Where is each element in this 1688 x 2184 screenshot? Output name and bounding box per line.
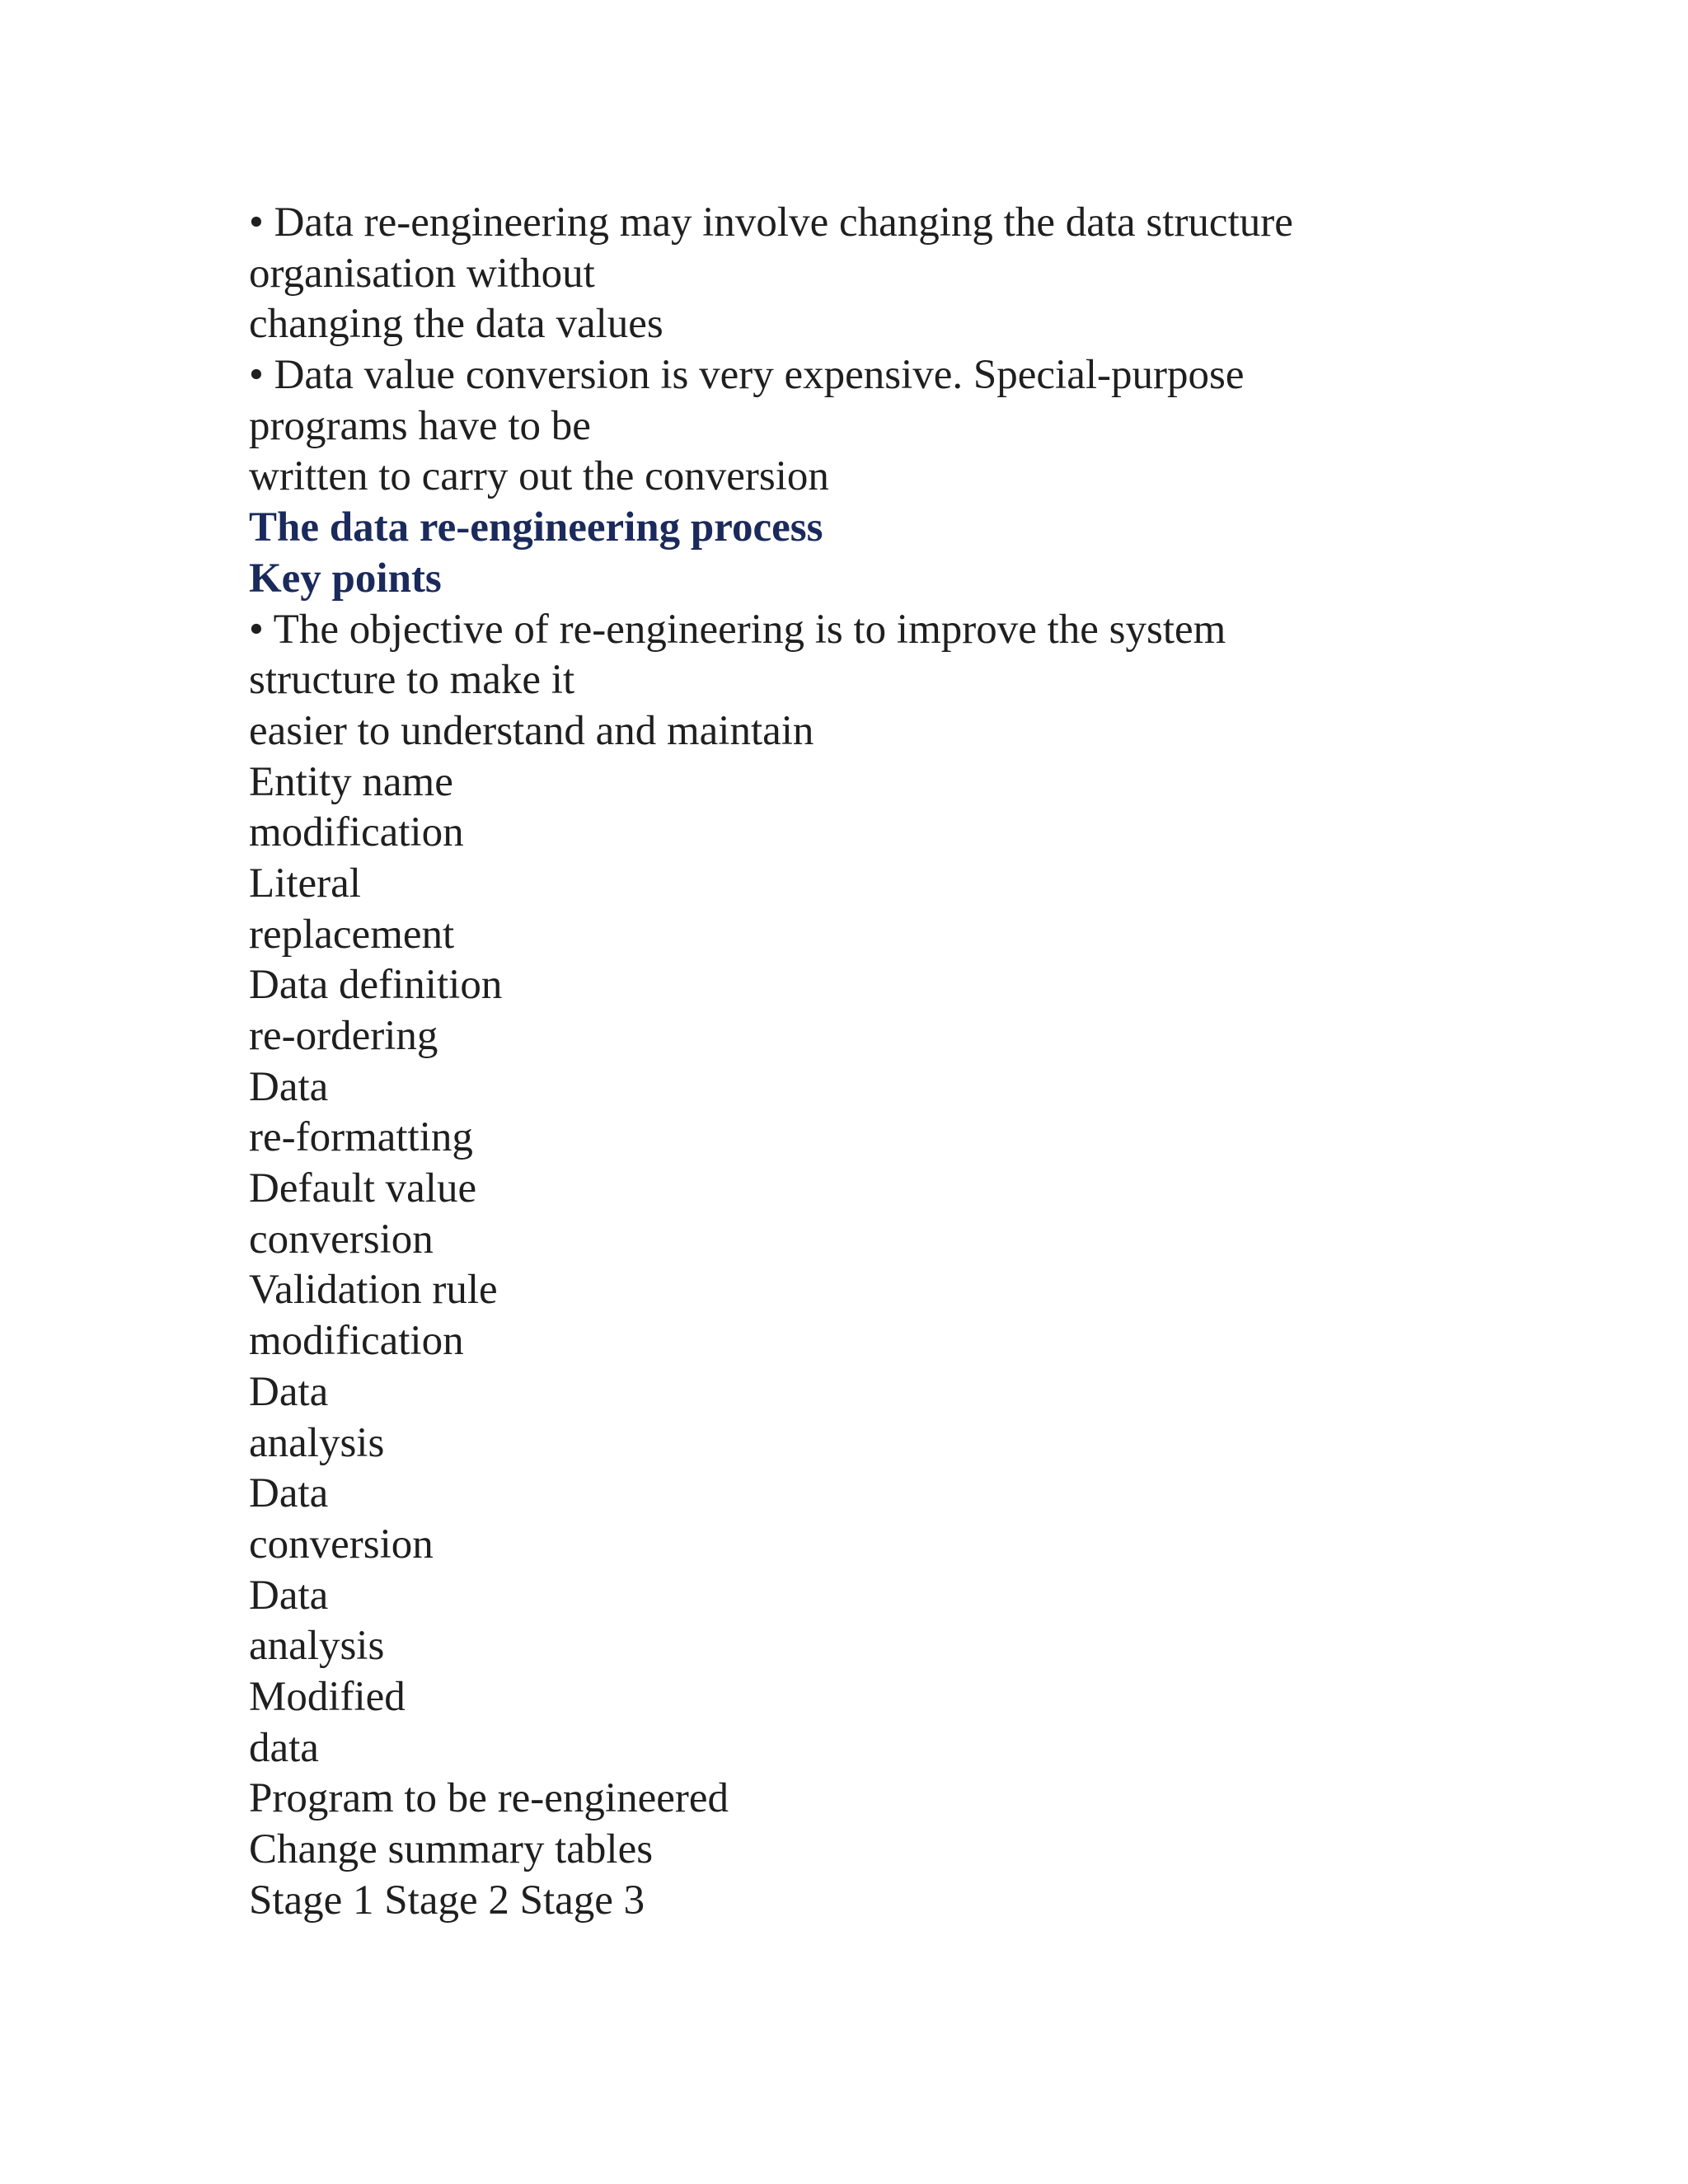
text-line: conversion (249, 1216, 434, 1263)
text-line: Data (249, 1063, 329, 1110)
text-line: changing the data values (249, 301, 663, 348)
text-line: Stage 1 Stage 2 Stage 3 (249, 1877, 645, 1924)
section-heading: Key points (249, 555, 442, 602)
text-line: replacement (249, 911, 455, 958)
text-line: modification (249, 1318, 464, 1365)
text-line: data (249, 1724, 319, 1771)
text-line: Data definition (249, 962, 503, 1009)
text-line: Change summary tables (249, 1826, 654, 1872)
text-line: written to carry out the conversion (249, 453, 829, 500)
text-line: Data (249, 1368, 329, 1415)
text-line: Modified (249, 1673, 406, 1720)
text-line: easier to understand and maintain (249, 707, 814, 754)
section-heading: The data re-engineering process (249, 504, 823, 551)
text-line: • The objective of re-engineering is to improve the system (249, 606, 1226, 653)
text-line: structure to make it (249, 657, 575, 704)
text-line: Default value (249, 1165, 477, 1212)
document-page (249, 198, 1535, 1926)
text-line: programs have to be (249, 402, 591, 449)
text-line: Validation rule (249, 1267, 498, 1314)
text-line: • Data value conversion is very expensive. Special-purpose (249, 352, 1245, 399)
text-line: re-formatting (249, 1114, 473, 1161)
text-line: Data (249, 1470, 329, 1517)
text-line: Literal (249, 860, 361, 907)
text-line: conversion (249, 1521, 434, 1568)
text-line: organisation without (249, 250, 595, 297)
text-line: re-ordering (249, 1013, 438, 1059)
text-line: analysis (249, 1623, 385, 1670)
text-line: Program to be re-engineered (249, 1775, 729, 1822)
text-line: Data (249, 1572, 329, 1619)
text-line: modification (249, 809, 464, 856)
text-line: Entity name (249, 758, 453, 805)
text-line: • Data re-engineering may involve changing the data structure (249, 199, 1293, 246)
text-line: analysis (249, 1419, 385, 1466)
